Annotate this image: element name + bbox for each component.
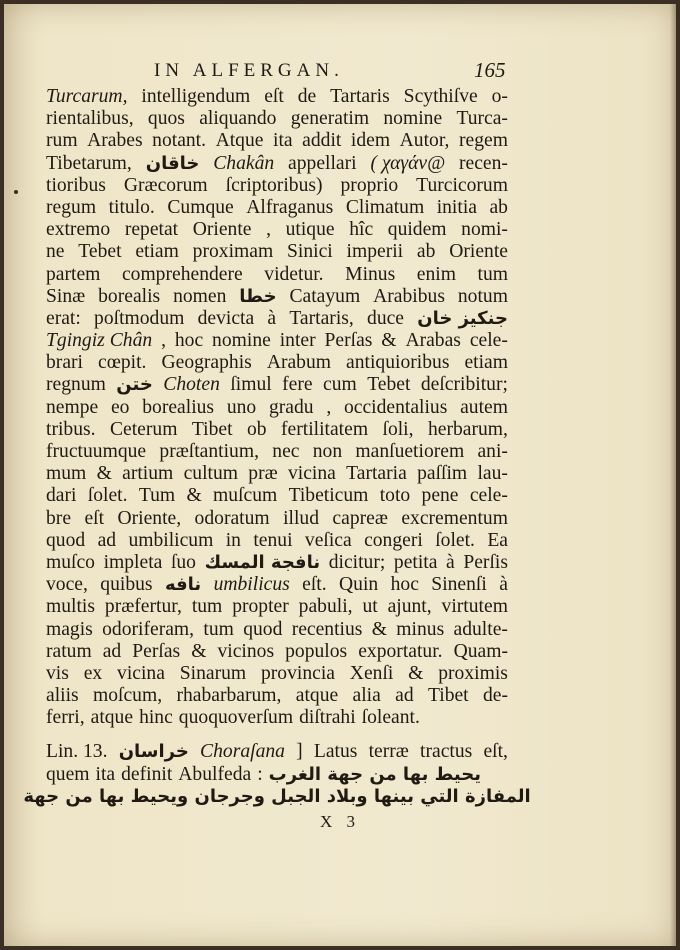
word: à	[446, 551, 455, 573]
text-line	[46, 419, 508, 441]
word: ad	[395, 685, 414, 707]
word: borealis	[98, 285, 161, 307]
word: terræ	[368, 741, 409, 763]
word: ad	[97, 529, 117, 551]
word: &	[371, 618, 387, 640]
body-text	[23, 86, 531, 808]
word: Cumque	[167, 196, 234, 218]
word: occidentalius	[343, 396, 448, 418]
word: quem	[46, 763, 90, 785]
word: mum	[46, 463, 87, 485]
word: voce,	[46, 574, 88, 596]
word: illud	[283, 507, 319, 529]
word: idem	[350, 130, 391, 152]
text-line	[46, 764, 508, 786]
word: lau-	[477, 463, 508, 485]
word: titulo.	[108, 196, 155, 218]
arabic-word: خراسان	[118, 741, 189, 763]
word: ferri,	[46, 707, 85, 729]
word: partem	[46, 263, 101, 285]
word: &	[191, 640, 207, 662]
book-page	[4, 4, 676, 946]
arabic-word: نافجة المسك	[204, 551, 321, 573]
word: quod	[243, 618, 283, 640]
word: Tibetarum,	[46, 152, 132, 174]
word: recentius	[291, 618, 363, 640]
word: Scythiſve	[403, 86, 478, 107]
word: vicinos	[217, 640, 275, 662]
word: ani-	[477, 441, 508, 462]
word: Tebet	[367, 374, 411, 396]
word: o-	[491, 86, 508, 107]
word: nec	[272, 441, 300, 462]
word: cum	[323, 374, 357, 396]
word: tribus.	[46, 418, 96, 440]
word: eſt,	[483, 741, 508, 763]
word: deſcribitur;	[420, 374, 508, 396]
word: Xenſi	[349, 662, 394, 684]
word: excrementum	[401, 507, 508, 529]
word: ,	[161, 330, 166, 352]
word: muſcum	[213, 485, 278, 507]
word: Choten	[163, 374, 220, 396]
word: hoc	[174, 330, 204, 352]
word: quos	[147, 108, 185, 130]
word: Tartaris	[330, 86, 390, 107]
word: vicina	[117, 662, 165, 684]
word: manſuetiorem	[355, 441, 465, 462]
word: ratum	[46, 640, 92, 662]
word: notant.	[152, 130, 207, 152]
word: Perſas	[132, 640, 181, 662]
word: ,	[326, 396, 332, 418]
word: Perſas	[324, 330, 373, 352]
word: erat:	[46, 307, 81, 329]
word: nomine	[383, 108, 443, 130]
word: Sinenſi	[431, 574, 487, 596]
text-line	[46, 264, 508, 286]
word: intelligendum	[141, 86, 251, 107]
word: Catayum	[289, 285, 361, 307]
word: Tebet	[78, 241, 122, 263]
word: artium	[122, 463, 174, 485]
word: Arabum	[266, 352, 332, 374]
word: regnum	[46, 374, 106, 396]
text-line	[46, 219, 508, 241]
word: virtutem	[441, 596, 508, 618]
word: fertilitatem	[281, 418, 369, 440]
word: rum	[46, 130, 78, 152]
word: hîc	[349, 219, 374, 241]
word: gradu	[268, 396, 314, 418]
word: aliis	[46, 685, 79, 707]
text-line	[46, 108, 508, 130]
word: nomen	[173, 285, 227, 307]
word: quoquoverſum	[178, 707, 294, 729]
word: recen-	[459, 152, 508, 174]
word: proximam	[192, 241, 274, 263]
text-line	[46, 397, 508, 419]
word: alia	[352, 685, 381, 707]
word: Oriente,	[117, 507, 182, 529]
word: de	[297, 86, 317, 107]
text-line	[46, 308, 508, 330]
word: etiam	[135, 241, 179, 263]
word: tum	[191, 596, 223, 618]
word: regem	[459, 130, 508, 152]
word: Choraſana	[200, 741, 285, 763]
word: pene	[421, 485, 459, 507]
word: Geographis	[161, 352, 252, 374]
word: moſcum,	[92, 685, 163, 707]
word: ſoleant.	[361, 707, 420, 729]
paragraph-gap	[46, 729, 508, 741]
word: muſco	[46, 551, 95, 573]
text-line	[46, 641, 508, 663]
word: veſica	[304, 529, 352, 551]
word: Sinici	[287, 241, 333, 263]
word: hinc	[139, 707, 173, 729]
word: Climatum	[345, 196, 425, 218]
word: Atque	[215, 130, 264, 152]
word: regum	[46, 196, 97, 218]
word: Alfraganus	[246, 196, 334, 218]
word: dicitur;	[328, 551, 386, 573]
word: rhabarbarum,	[176, 685, 282, 707]
word: tenui	[253, 529, 293, 551]
word: pabuli,	[298, 596, 353, 618]
text-line	[46, 241, 508, 263]
word: Ea	[487, 529, 508, 551]
word: videtur.	[264, 263, 324, 285]
word: etiam	[464, 352, 508, 374]
text-line	[46, 707, 508, 729]
word: nomi-	[461, 219, 508, 241]
word: &	[408, 662, 424, 684]
text-line	[46, 574, 508, 596]
word: Quin	[339, 574, 379, 596]
text-line	[46, 619, 508, 641]
word: Sinarum	[179, 662, 247, 684]
word: à	[267, 307, 277, 329]
word: Tartaria	[346, 463, 407, 485]
word: extremo	[46, 219, 111, 241]
word: ut	[362, 596, 378, 618]
word: ex	[83, 662, 103, 684]
word: ]	[296, 741, 303, 763]
word: odoratum	[194, 507, 270, 529]
word: quidem	[387, 219, 447, 241]
word: utique	[285, 219, 335, 241]
word: præ	[248, 463, 278, 485]
text-line	[46, 130, 508, 152]
word: capreæ	[332, 507, 388, 529]
word: impleta	[103, 551, 163, 573]
word: initia	[436, 196, 477, 218]
word: Turcicorum	[416, 174, 508, 196]
word: tum	[477, 263, 508, 285]
word: Turca-	[456, 108, 508, 130]
word: Tartaris,	[289, 307, 354, 329]
ink-spot	[14, 190, 18, 194]
word: vis	[46, 662, 69, 684]
arabic-word: خطا	[239, 285, 277, 307]
word: ob	[246, 418, 267, 440]
word: proximis	[438, 662, 508, 684]
word: devicta	[197, 307, 255, 329]
text-line	[46, 352, 508, 374]
text-line	[46, 508, 508, 530]
word: tum	[203, 618, 234, 640]
text-line	[23, 785, 531, 808]
word: diſtrahi	[299, 707, 356, 729]
word: atque	[90, 707, 134, 729]
word: atque	[295, 685, 339, 707]
word: fere	[282, 374, 313, 396]
word: eſt.	[302, 574, 327, 596]
word: ab	[489, 196, 508, 218]
word: Tibet	[191, 418, 233, 440]
word: Minus	[345, 263, 396, 285]
word: autem	[460, 396, 508, 418]
text-line	[46, 175, 508, 197]
word: de-	[482, 685, 508, 707]
word: exportatur.	[358, 640, 443, 662]
word: ( χαγάν@	[370, 152, 446, 174]
word: inter	[279, 330, 316, 352]
word: nempe	[46, 396, 99, 418]
word: toto	[379, 485, 411, 507]
word: generatim	[290, 108, 370, 130]
text-line	[46, 741, 508, 763]
word: Perſis	[463, 551, 508, 573]
text-line	[46, 530, 508, 552]
word: ſcriptoribus)	[225, 174, 323, 196]
word: eſt	[84, 507, 105, 529]
text-line	[46, 596, 508, 618]
word: quod	[46, 529, 86, 551]
word: herbarum,	[427, 418, 508, 440]
word: minus	[396, 618, 445, 640]
word: cele-	[469, 485, 508, 507]
word: Ceterum	[109, 418, 178, 440]
word: duce	[367, 307, 405, 329]
word: proprio	[340, 174, 399, 196]
word: repetat	[124, 219, 179, 241]
word: petita	[393, 551, 438, 573]
word: hoc	[390, 574, 419, 596]
signature-mark: X 3	[320, 812, 361, 831]
word: antiquioribus	[346, 352, 450, 374]
word: Græcorum	[123, 174, 208, 196]
word: præfertur,	[104, 596, 182, 618]
word: congeri	[364, 529, 423, 551]
word: ita	[95, 763, 116, 785]
word: Chakân	[213, 152, 275, 174]
word: in	[225, 529, 241, 551]
word: eſt	[264, 86, 284, 107]
text-line	[46, 485, 508, 507]
word: brari	[46, 352, 83, 374]
word: propter	[232, 596, 289, 618]
page-number: 165	[474, 58, 506, 82]
arabic-word: ختن	[116, 374, 153, 396]
word: fructuumque	[46, 441, 147, 462]
text-line	[46, 552, 508, 574]
word: Arabas	[405, 330, 461, 352]
word: ab	[416, 241, 436, 263]
word: magis	[46, 618, 93, 640]
word: Quam-	[453, 640, 508, 662]
word: ne	[46, 241, 65, 263]
word: ajunt,	[387, 596, 432, 618]
running-head: IN ALFERGAN.	[154, 60, 344, 81]
arabic-word: المفازة التي بينها وبلاد الجبل وجرجان ويحيط بها من جهة	[23, 785, 531, 807]
word: populos	[285, 640, 348, 662]
arabic-word: نافه	[164, 574, 202, 596]
word: enim	[416, 263, 456, 285]
word: comprehendere	[121, 263, 243, 285]
word: notum	[457, 285, 508, 307]
word: aliquando	[199, 108, 277, 130]
word: præſtantium,	[159, 441, 259, 462]
word: Oriente	[192, 219, 252, 241]
word: paſſim	[417, 463, 468, 485]
word: ſimul	[230, 374, 272, 396]
text-line	[46, 330, 508, 352]
word: rientalibus,	[46, 108, 134, 130]
word: ad	[102, 640, 122, 662]
word: Tum	[138, 485, 176, 507]
word: quibus	[100, 574, 153, 596]
word: appellari	[288, 152, 357, 174]
word: nomine	[212, 330, 271, 352]
word: borealius	[142, 396, 215, 418]
text-line	[46, 685, 508, 707]
word: adulte-	[453, 618, 508, 640]
word: ſolet.	[435, 529, 475, 551]
word: umbilicum	[128, 529, 214, 551]
word: uno	[226, 396, 257, 418]
word: provincia	[260, 662, 335, 684]
arabic-word: يحيط بها من جهة الغرب	[268, 763, 481, 785]
word: tractus	[420, 741, 473, 763]
word: Tgingiz Chân	[46, 330, 153, 352]
word: odoriferam,	[102, 618, 195, 640]
word: ſuo	[170, 551, 196, 573]
word: Tibeticum	[288, 485, 369, 507]
word: multis	[46, 596, 95, 618]
word: non	[312, 441, 343, 462]
word: cœpit.	[98, 352, 147, 374]
word: tioribus	[46, 174, 106, 196]
word: cele-	[469, 330, 508, 352]
word: dari	[46, 485, 77, 507]
word: Latus	[313, 741, 358, 763]
word: addit	[302, 130, 342, 152]
word: ſoli,	[382, 418, 414, 440]
word: &	[186, 485, 202, 507]
word: definit	[121, 763, 173, 785]
word: Sinæ	[46, 285, 86, 307]
word: ,	[266, 219, 272, 241]
word: vicina	[287, 463, 336, 485]
word: Tibet	[427, 685, 469, 707]
word: ſolet.	[87, 485, 128, 507]
word: Arabes	[87, 130, 143, 152]
text-line	[46, 153, 508, 175]
word: &	[381, 330, 397, 352]
word: eo	[110, 396, 130, 418]
text-line	[46, 463, 508, 485]
word: ita	[273, 130, 293, 152]
word: poſtmodum	[94, 307, 185, 329]
word: Arabibus	[373, 285, 445, 307]
text-line	[46, 374, 508, 396]
word: &	[96, 463, 112, 485]
word: :	[257, 763, 263, 785]
word: Oriente	[449, 241, 508, 263]
word: cultum	[183, 463, 238, 485]
word: à	[499, 574, 508, 596]
word: Autor,	[399, 130, 450, 152]
arabic-word: خاقان	[145, 152, 200, 174]
word: imperii	[346, 241, 404, 263]
word: umbilicus	[213, 574, 290, 596]
text-line	[46, 663, 508, 685]
arabic-word: جنكيز خان	[417, 307, 508, 329]
word: bre	[46, 507, 72, 529]
text-line	[46, 441, 508, 463]
word: Turcarum,	[46, 86, 128, 107]
text-line	[46, 286, 508, 308]
text-line	[46, 197, 508, 219]
text-line	[46, 86, 508, 108]
word: Abulfeda	[178, 763, 252, 785]
word: Lin. 13.	[46, 741, 108, 763]
